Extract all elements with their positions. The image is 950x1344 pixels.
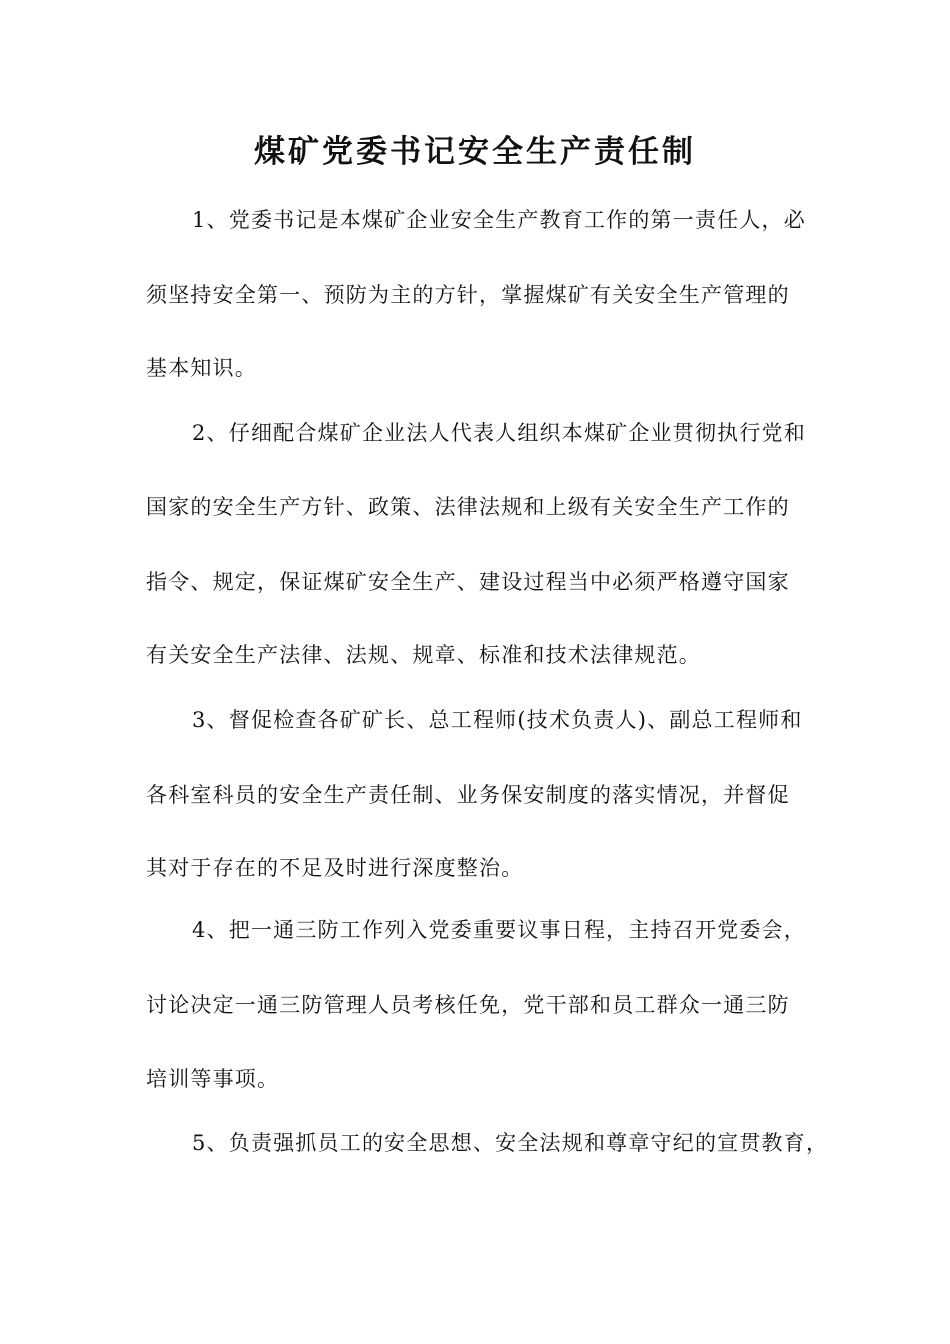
paragraph-1-line-3: 基本知识。 — [146, 356, 257, 380]
paragraph-3-line-3: 其对于存在的不足及时进行深度整治。 — [146, 856, 524, 880]
paragraph-4-line-2: 讨论决定一通三防管理人员考核任免，党干部和员工群众一通三防 — [146, 993, 790, 1017]
paragraph-5-line-1: 5、负责强抓员工的安全思想、安全法规和尊章守纪的宣贯教育， — [192, 1131, 829, 1155]
paragraph-2-line-3: 指令、规定，保证煤矿安全生产、建设过程当中必须严格遵守国家 — [146, 570, 790, 594]
paragraph-1-line-2: 须坚持安全第一、预防为主的方针，掌握煤矿有关安全生产管理的 — [146, 283, 790, 307]
paragraph-4-line-1: 4、把一通三防工作列入党委重要议事日程，主持召开党委会， — [192, 918, 806, 942]
paragraph-2-line-1: 2、仔细配合煤矿企业法人代表人组织本煤矿企业贯彻执行党和 — [192, 421, 806, 445]
paragraph-3-line-2: 各科室科员的安全生产责任制、业务保安制度的落实情况，并督促 — [146, 783, 790, 807]
paragraph-2-line-2: 国家的安全生产方针、政策、法律法规和上级有关安全生产工作的 — [146, 495, 790, 519]
document-title: 煤矿党委书记安全生产责任制 — [254, 134, 696, 170]
paragraph-1-line-1: 1、党委书记是本煤矿企业安全生产教育工作的第一责任人，必 — [192, 208, 806, 232]
paragraph-2-line-4: 有关安全生产法律、法规、规章、标准和技术法律规范。 — [146, 643, 701, 667]
paragraph-4-line-3: 培训等事项。 — [146, 1067, 280, 1091]
paragraph-3-line-1: 3、督促检查各矿矿长、总工程师(技术负责人)、副总工程师和 — [192, 708, 803, 732]
